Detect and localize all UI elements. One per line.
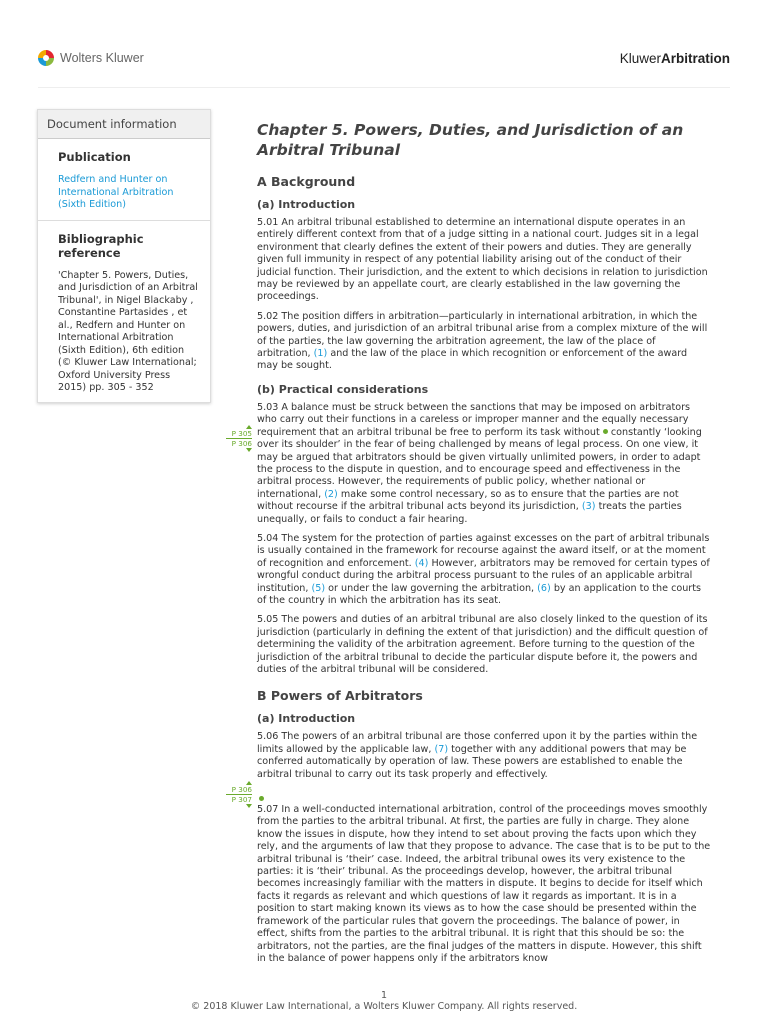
bibliographic-label: Bibliographic reference [58, 231, 144, 260]
page-marker-top: P 305 [231, 429, 252, 438]
page-marker [226, 781, 252, 808]
subsection-heading: (a) Introduction [257, 198, 356, 211]
paragraph-text: treats the parties unequally, or fails to conduct a fair hearing. [257, 501, 682, 525]
product-bold: Arbitration [661, 51, 730, 66]
paragraph-5-05: 5.05 The powers and duties of an arbitral tribunal are also closely linked to the question of its jurisdiction (particularly in defining the extent of that jurisdiction) and the difficult question of determining the validity of the arbitration agreement. Before turning to the question of the jurisdiction of the arbitral tribunal to decide the particular dispute before it, the powers and duties of the arbitral tribunal will be considered. [257, 614, 708, 675]
paragraph-5-03 [257, 402, 711, 526]
paragraph-text: make some control necessary, so as to ensure that the parties are not without recourse if the arbitral tribunal acts beyond its jurisdiction, [257, 488, 679, 513]
section-heading-b: B Powers of Arbitrators [257, 688, 423, 704]
paragraph-text: by an application to the courts of the country in which the arbitration has its seat. [257, 582, 702, 606]
footnote-link[interactable]: (4) [414, 557, 429, 569]
bibliographic-text: 'Chapter 5. Powers, Duties, and Jurisdiction of an Arbitral Tribunal', in Nigel Blackaby , Constantine Partasides , et al., Redfern and Hunter on International Arbitration (Sixth Edition), 6th edition (© Kluwer Law International; Oxford University Press 2015) pp. 305 - 352 [58, 269, 198, 393]
page-down-icon [246, 448, 252, 452]
paragraph-text: or under the law governing the arbitration, [328, 582, 535, 594]
paragraph-5-04 [257, 533, 711, 607]
page-break-dot-icon [603, 429, 608, 434]
page-marker-bottom: P 307 [231, 795, 252, 804]
footnote-link[interactable]: (7) [434, 743, 449, 755]
document-info-heading: Document information [38, 110, 210, 139]
page-break [257, 788, 711, 804]
brand-name: Wolters Kluwer [60, 51, 144, 65]
chapter-title: Chapter 5. Powers, Duties, and Jurisdiction of an Arbitral Tribunal [257, 121, 684, 159]
paragraph-5-06 [257, 731, 711, 781]
paragraph-text: 5.04 The system for the protection of parties against excesses on the part of arbitral tribunals is usually contained in the framework for recourse against the award itself, or at the moment of recognition and enforcement. [257, 532, 710, 569]
paragraph-5-02 [257, 311, 711, 373]
footnote-link[interactable]: (1) [313, 348, 328, 360]
paragraph-text: together with any additional powers that may be conferred automatically by operation of law. These powers are established to enable the arbitral tribunal to carry out its task properly and effectively. [257, 743, 687, 780]
publication-link[interactable]: Redfern and Hunter on International Arbitration (Sixth Edition) [58, 174, 174, 210]
paragraph-text: 5.02 The position differs in arbitration—particularly in international arbitration, in which the powers, duties, and jurisdiction of an arbitral tribunal arise from a complex mixture of the will of the parties, the law governing the arbitration agreement, the law of the place of arbitration, [257, 310, 708, 360]
footnote-link[interactable]: (3) [581, 501, 596, 513]
bibliographic-section [38, 220, 210, 403]
page-marker [226, 425, 252, 452]
subsection-heading: (b) Practical considerations [257, 382, 429, 396]
page-marker-bottom: P 306 [231, 439, 252, 448]
page-number: 1 [380, 990, 388, 1001]
wolters-kluwer-logo [38, 50, 144, 66]
header-divider [38, 87, 730, 88]
page-break-dot-icon [259, 796, 264, 801]
page-down-icon [246, 804, 252, 808]
publication-label: Publication [58, 150, 131, 164]
section-heading-a: A Background [257, 174, 356, 189]
document-info-panel [37, 109, 211, 403]
document-body [257, 120, 711, 972]
footnote-link[interactable]: (5) [311, 582, 326, 594]
product-name [620, 51, 730, 66]
paragraph-text: 5.06 The powers of an arbitral tribunal are those conferred upon it by the parties within the limits allowed by the applicable law, [257, 731, 698, 755]
page-marker-top: P 306 [231, 785, 252, 794]
paragraph-5-01: 5.01 An arbitral tribunal established to determine an international dispute operates in an entirely different context from that of a judge sitting in a national court. Judges sit in a legal environment that clearly defines the extent of their powers and duties. They are generally given full immunity in respect of any potential liability arising out of the conduct of their judicial function. Their jurisdiction, and the extent to which decisions in relation to jurisdiction may be reviewed by an appellate court, are clearly established in the law governing the proceedings. [257, 217, 708, 303]
footnote-link[interactable]: (6) [537, 582, 551, 594]
paragraph-text: and the law of the place in which recognition or enforcement of the award may be sought. [257, 348, 688, 372]
paragraph-text: However, arbitrators may be removed for certain types of wrongful conduct during the arbitral process pursuant to the rules of an applicable arbitral institution, [257, 557, 710, 594]
product-prefix: Kluwer [619, 51, 661, 66]
copyright-notice: © 2018 Kluwer Law International, a Wolters Kluwer Company. All rights reserved. [190, 1001, 578, 1012]
paragraph-text: constantly ‘looking over its shoulder’ in the fear of being challenged by means of legal process. On one view, it may be argued that arbitrators should be given virtually unlimited powers, in order to adapt the process to the dispute in question, and to encourage speed and effectiveness in the arbitral process. However, the requirements of public policy, whether national or international, [257, 426, 702, 500]
publication-section [38, 139, 210, 220]
wolters-kluwer-logo-icon [38, 50, 54, 66]
subsection-heading: (a) Introduction [257, 712, 356, 726]
paragraph-5-07: 5.07 In a well-conducted international arbitration, control of the proceedings moves smoothly from the parties to the arbitral tribunal. At first, the parties are fully in charge. They alone know the issues in dispute, how they intend to set about proving the facts upon which they rely, and the arguments of law that they propose to advance. The case that is to be put to the arbitral tribunal is ‘their’ case. Indeed, the arbitral tribunal owes its very existence to the parties: it is ‘their’ tribunal. As the proceedings develop, however, the arbitral tribunal becomes increasingly familiar with the matters in dispute. It begins to decide for itself which facts it regards as relevant and which questions of law it regards as important. It is in a position to start making known its views as to how the case should be presented within the framework of the particular rules that govern the proceedings. The balance of power, in effect, shifts from the parties to the arbitral tribunal. It is right that this should be so: the arbitrators, not the parties, are the final judges of the matters in dispute. However, this shift in the balance of power happens only if the arbitrators know [257, 804, 711, 964]
footnote-link[interactable]: (2) [324, 488, 338, 500]
paragraph-text: 5.03 A balance must be struck between the sanctions that may be imposed on arbitrators who carry out their functions in a careless or improper manner and the equally necessary requirement that an arbitral tribunal be free to perform its task without [257, 401, 691, 438]
